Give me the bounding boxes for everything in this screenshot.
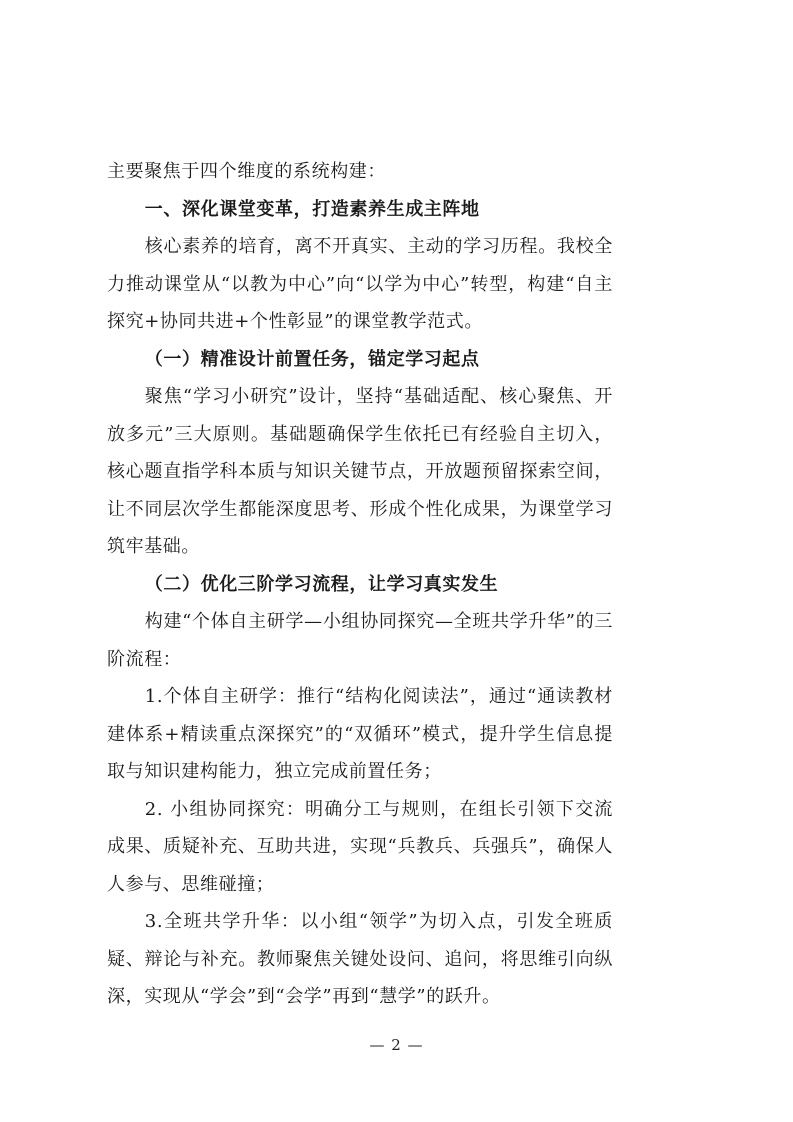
list-item-2: 2. 小组协同探究：明确分工与规则，在组长引领下交流成果、质疑补充、互助共进，实现“兵教兵、兵强兵”，确保人人参与、思维碰撞； [107, 798, 613, 895]
intro-paragraph: 主要聚焦于四个维度的系统构建： [107, 161, 386, 182]
body-paragraph: 聚焦“学习小研究”设计，坚持“基础适配、核心聚焦、开放多元”三大原则。基础题确保学生依托已有经验自主切入，核心题直指学科本质与知识关键节点，开放题预留探索空间，让不同层次学生都能深度思考、形成个性化成果，为课堂学习筑牢基础。 [107, 386, 613, 557]
list-item-1: 1.个体自主研学：推行“结构化阅读法”，通过“通读教材建体系+精读重点深探究”的“双循环”模式，提升学生信息提取与知识建构能力，独立完成前置任务； [107, 686, 613, 782]
list-item-3: 3.全班共学升华：以小组“领学”为切入点，引发全班质疑、辩论与补充。教师聚焦关键处设问、追问，将思维引向纵深，实现从“学会”到“会学”再到“慧学”的跃升。 [107, 911, 613, 1007]
subsection-heading-2: （二）优化三阶学习流程，让学习真实发生 [144, 573, 499, 595]
body-paragraph: 构建“个体自主研学—小组协同探究—全班共学升华”的三阶流程： [107, 611, 613, 670]
page-number: — 2 — [369, 1036, 424, 1054]
section-heading-1: 一、深化课堂变革，打造素养生成主阵地 [144, 198, 480, 220]
subsection-heading-1: （一）精准设计前置任务，锚定学习起点 [144, 348, 480, 370]
body-paragraph: 核心素养的培育，离不开真实、主动的学习历程。我校全力推动课堂从“以教为中心”向“以学为中心”转型，构建“自主探究+协同共进+个性彰显”的课堂教学范式。 [107, 236, 613, 332]
document-body [107, 153, 613, 1016]
